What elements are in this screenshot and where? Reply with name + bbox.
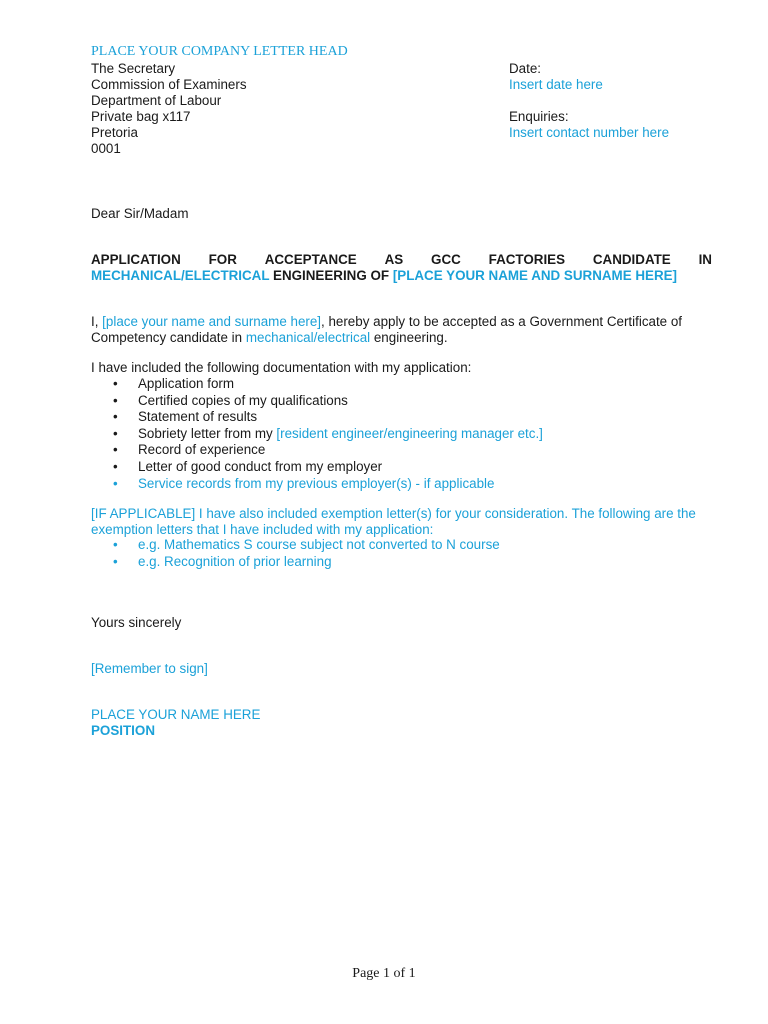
application-paragraph: [91, 314, 716, 346]
documentation-intro: I have included the following documentation with my application:: [91, 360, 472, 375]
recipient-line: Commission of Examiners: [91, 77, 247, 92]
subject-word: AS: [384, 252, 404, 267]
subject-middle: ENGINEERING OF: [269, 268, 393, 283]
recipient-line: Private bag x117: [91, 109, 191, 124]
enquiries-value: Insert contact number here: [509, 125, 670, 140]
closing: Yours sincerely: [91, 615, 182, 630]
recipient-line: 0001: [91, 141, 121, 156]
para1-name-placeholder: [place your name and surname here]: [102, 314, 322, 329]
recipient-line: Pretoria: [91, 125, 138, 140]
list-item: • Record of experience: [91, 442, 543, 459]
exemption-list: [91, 537, 500, 570]
subject-discipline: MECHANICAL/ELECTRICAL: [91, 268, 270, 283]
documentation-list: [91, 376, 543, 492]
subject-word: APPLICATION: [91, 252, 181, 267]
para1-discipline: mechanical/electrical: [245, 330, 371, 345]
signature-position: POSITION: [91, 723, 155, 738]
signature-name: PLACE YOUR NAME HERE: [91, 707, 261, 722]
subject-word: FACTORIES: [488, 252, 566, 267]
enquiries-label: Enquiries:: [509, 109, 569, 124]
sign-note: [Remember to sign]: [91, 661, 208, 676]
exemption-paragraph: [IF APPLICABLE] I have also included exemption letter(s) for your consideration. The following are the exemption letters that I have included with my application:: [91, 506, 696, 537]
list-item: • e.g. Recognition of prior learning: [91, 554, 500, 571]
list-item: • Letter of good conduct from my employer: [91, 459, 543, 476]
date-label: Date:: [509, 61, 542, 76]
date-value: Insert date here: [509, 77, 603, 92]
subject-word: FOR: [208, 252, 237, 267]
salutation: Dear Sir/Madam: [91, 206, 189, 221]
para1-suffix: engineering.: [370, 330, 448, 345]
list-item: • Application form: [91, 376, 543, 393]
list-item: • Service records from my previous employer(s) - if applicable: [91, 476, 543, 493]
page-footer: Page 1 of 1: [352, 966, 416, 981]
subject-name-placeholder: [PLACE YOUR NAME AND SURNAME HERE]: [392, 268, 678, 283]
letter-meta: [509, 61, 669, 141]
subject-word: CANDIDATE: [592, 252, 671, 267]
letterhead: PLACE YOUR COMPANY LETTER HEAD: [91, 44, 348, 59]
subject-heading: [91, 252, 712, 284]
sobriety-placeholder: [resident engineer/engineering manager etc.]: [276, 425, 543, 441]
subject-word: GCC: [431, 252, 461, 267]
para1-middle: , hereby apply to be accepted as a Government Certificate of Competency candidate in: [91, 314, 683, 345]
subject-word: ACCEPTANCE: [264, 252, 357, 267]
signature-block: [91, 707, 260, 739]
list-item: • Certified copies of my qualifications: [91, 393, 543, 410]
list-item: • e.g. Mathematics S course subject not converted to N course: [91, 537, 500, 554]
para1-prefix: I,: [91, 314, 103, 329]
subject-word: IN: [698, 252, 712, 267]
list-item: • Sobriety letter from my [resident engineer/engineering manager etc.]: [91, 426, 543, 443]
recipient-line: The Secretary: [91, 61, 176, 76]
list-item: • Statement of results: [91, 409, 543, 426]
recipient-line: Department of Labour: [91, 93, 222, 108]
recipient-address: [91, 61, 247, 157]
